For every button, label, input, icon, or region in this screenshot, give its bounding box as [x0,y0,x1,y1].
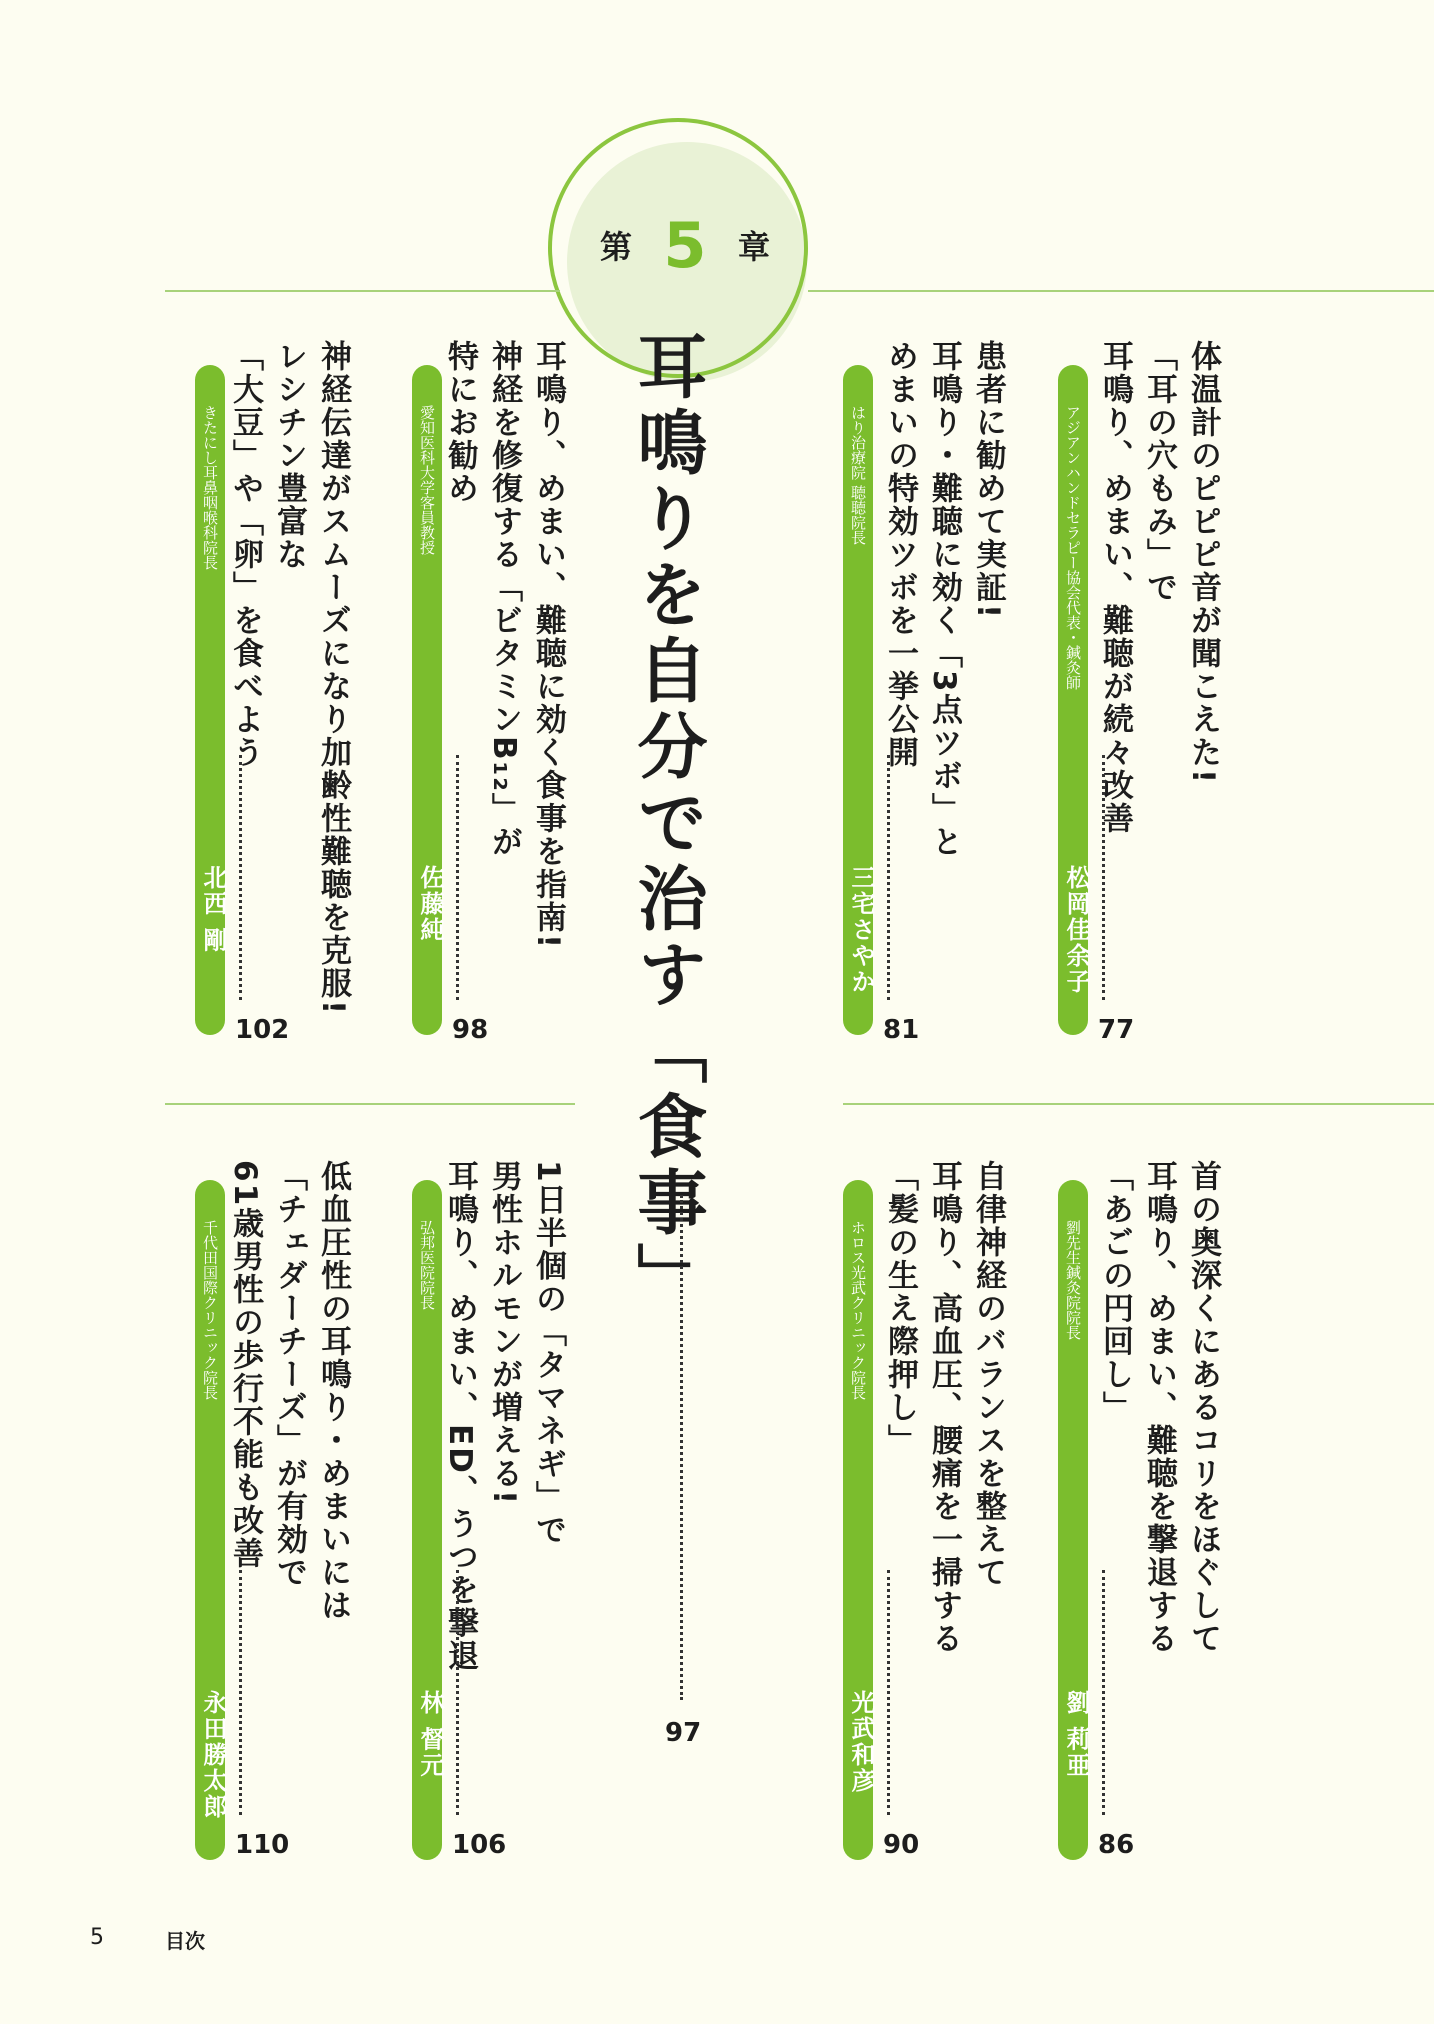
toc-entry-title-line: 耳鳴り、めまい、難聴に効く食事を指南! [530,340,566,951]
toc-entry-title-line: 「大豆」や「卵」を食べよう [227,340,263,769]
toc-page-number: 102 [235,1015,290,1045]
toc-page-number: 81 [883,1015,920,1045]
divider-mid-right [843,1103,1434,1105]
author-affiliation: 劉先生鍼灸院院長 [1064,1220,1082,1340]
toc-dot-leader [239,1570,242,1815]
chapter-page-number: 97 [665,1718,702,1748]
toc-entry-title-line: 体温計のピピピ音が聞こえた! [1185,340,1221,786]
author-name: 松岡佳余子 [1062,865,1090,995]
toc-entry-title-line: 自律神経のバランスを整えて [970,1160,1006,1589]
toc-entry-title-line: 「あごの円回し」 [1097,1160,1133,1424]
toc-entry-title-line: レシチン豊富な [271,340,307,571]
author-name: 三宅さやか [847,865,875,995]
toc-entry-title-line: 特にお勧め [442,340,478,505]
toc-entry-title-line: 耳鳴り、高血圧、腰痛を一掃する [926,1160,962,1655]
author-name: 光武和彦 [847,1690,875,1794]
toc-entry-title-line: 耳鳴り、めまい、難聴を撃退する [1141,1160,1177,1655]
author-name: 佐藤純 [416,865,444,943]
toc-entry-title-line: 患者に勧めて実証! [970,340,1006,621]
toc-dot-leader [456,755,459,1000]
author-affiliation: アジアンハンドセラピー協会代表・鍼灸師 [1064,405,1082,690]
toc-entry-title [1093,1160,1225,1655]
toc-entry-title [1093,340,1225,835]
toc-entry-title-line: 首の奥深くにあるコリをほぐして [1185,1160,1221,1655]
toc-entry-title-line: 低血圧性の耳鳴り・めまいには [315,1160,351,1622]
toc-entry-title [223,1160,355,1622]
toc-dot-leader [1102,1570,1105,1815]
chapter-prefix: 第 [600,228,633,266]
toc-dot-leader [887,755,890,1000]
divider-top-left [165,290,560,292]
toc-page-number: 90 [883,1830,920,1860]
toc-dot-leader [1102,755,1105,1000]
toc-dot-leader [887,1570,890,1815]
toc-page-number: 106 [452,1830,507,1860]
author-name: 永田勝太郎 [199,1690,227,1820]
toc-entry-title-line: 「髪の生え際押し」 [882,1160,918,1457]
divider-mid-left [165,1103,575,1105]
chapter-title: 耳鳴りを自分で治す「食事」 [626,330,708,1318]
author-affiliation: 弘邦医院院長 [418,1220,436,1310]
toc-entry-title-line: 61歳男性の歩行不能も改善 [227,1160,263,1571]
author-name: 林 督元 [416,1690,444,1779]
toc-entry-title-line: 耳鳴り、めまい、ED、うつを撃退 [442,1160,478,1673]
toc-entry-title [878,340,1010,859]
toc-entry-title-line: 神経伝達がスムーズになり加齢性難聴を克服! [315,340,351,1017]
author-name: 劉 莉亜 [1062,1690,1090,1779]
toc-entry-title [878,1160,1010,1655]
chapter-suffix: 章 [737,228,770,266]
toc-page-number: 77 [1098,1015,1135,1045]
chapter-dot-leader [680,1195,683,1700]
toc-page-number: 98 [452,1015,489,1045]
toc-entry-title-line: 「チェダーチーズ」が有効で [271,1160,307,1589]
author-affiliation: はり治療院 聴聴院長 [849,405,867,545]
toc-entry-title-line: 1日半個の「タマネギ」で [530,1160,566,1547]
toc-page-number: 86 [1098,1830,1135,1860]
chapter-number: 5 [663,208,707,282]
toc-entry-title-line: 耳鳴り、めまい、難聴が続々改善 [1097,340,1133,835]
toc-dot-leader [239,755,242,1000]
footer-page-number: 5 [90,1925,104,1950]
author-affiliation: きたにし耳鼻咽喉科院長 [201,405,219,570]
toc-entry-title-line: 耳鳴り・難聴に効く「3点ツボ」と [926,340,962,859]
author-name: 北西 剛 [199,865,227,954]
toc-entry-title-line: 「耳の穴もみ」で [1141,340,1177,604]
toc-entry-title-line: 神経を修復する「ビタミンB₁₂」が [486,340,522,859]
footer-label: 目次 [165,1929,205,1953]
toc-entry-title-line: めまいの特効ツボを一挙公開 [882,340,918,769]
author-affiliation: 千代田国際クリニック院長 [201,1220,219,1400]
divider-top-right [808,290,1434,292]
toc-dot-leader [456,1570,459,1815]
chapter-label [600,205,770,285]
author-affiliation: ホロス光武クリニック院長 [849,1220,867,1400]
toc-entry-title [223,340,355,1016]
toc-page-number: 110 [235,1830,290,1860]
author-affiliation: 愛知医科大学客員教授 [418,405,436,555]
toc-entry-title-line: 男性ホルモンが増える! [486,1160,522,1507]
